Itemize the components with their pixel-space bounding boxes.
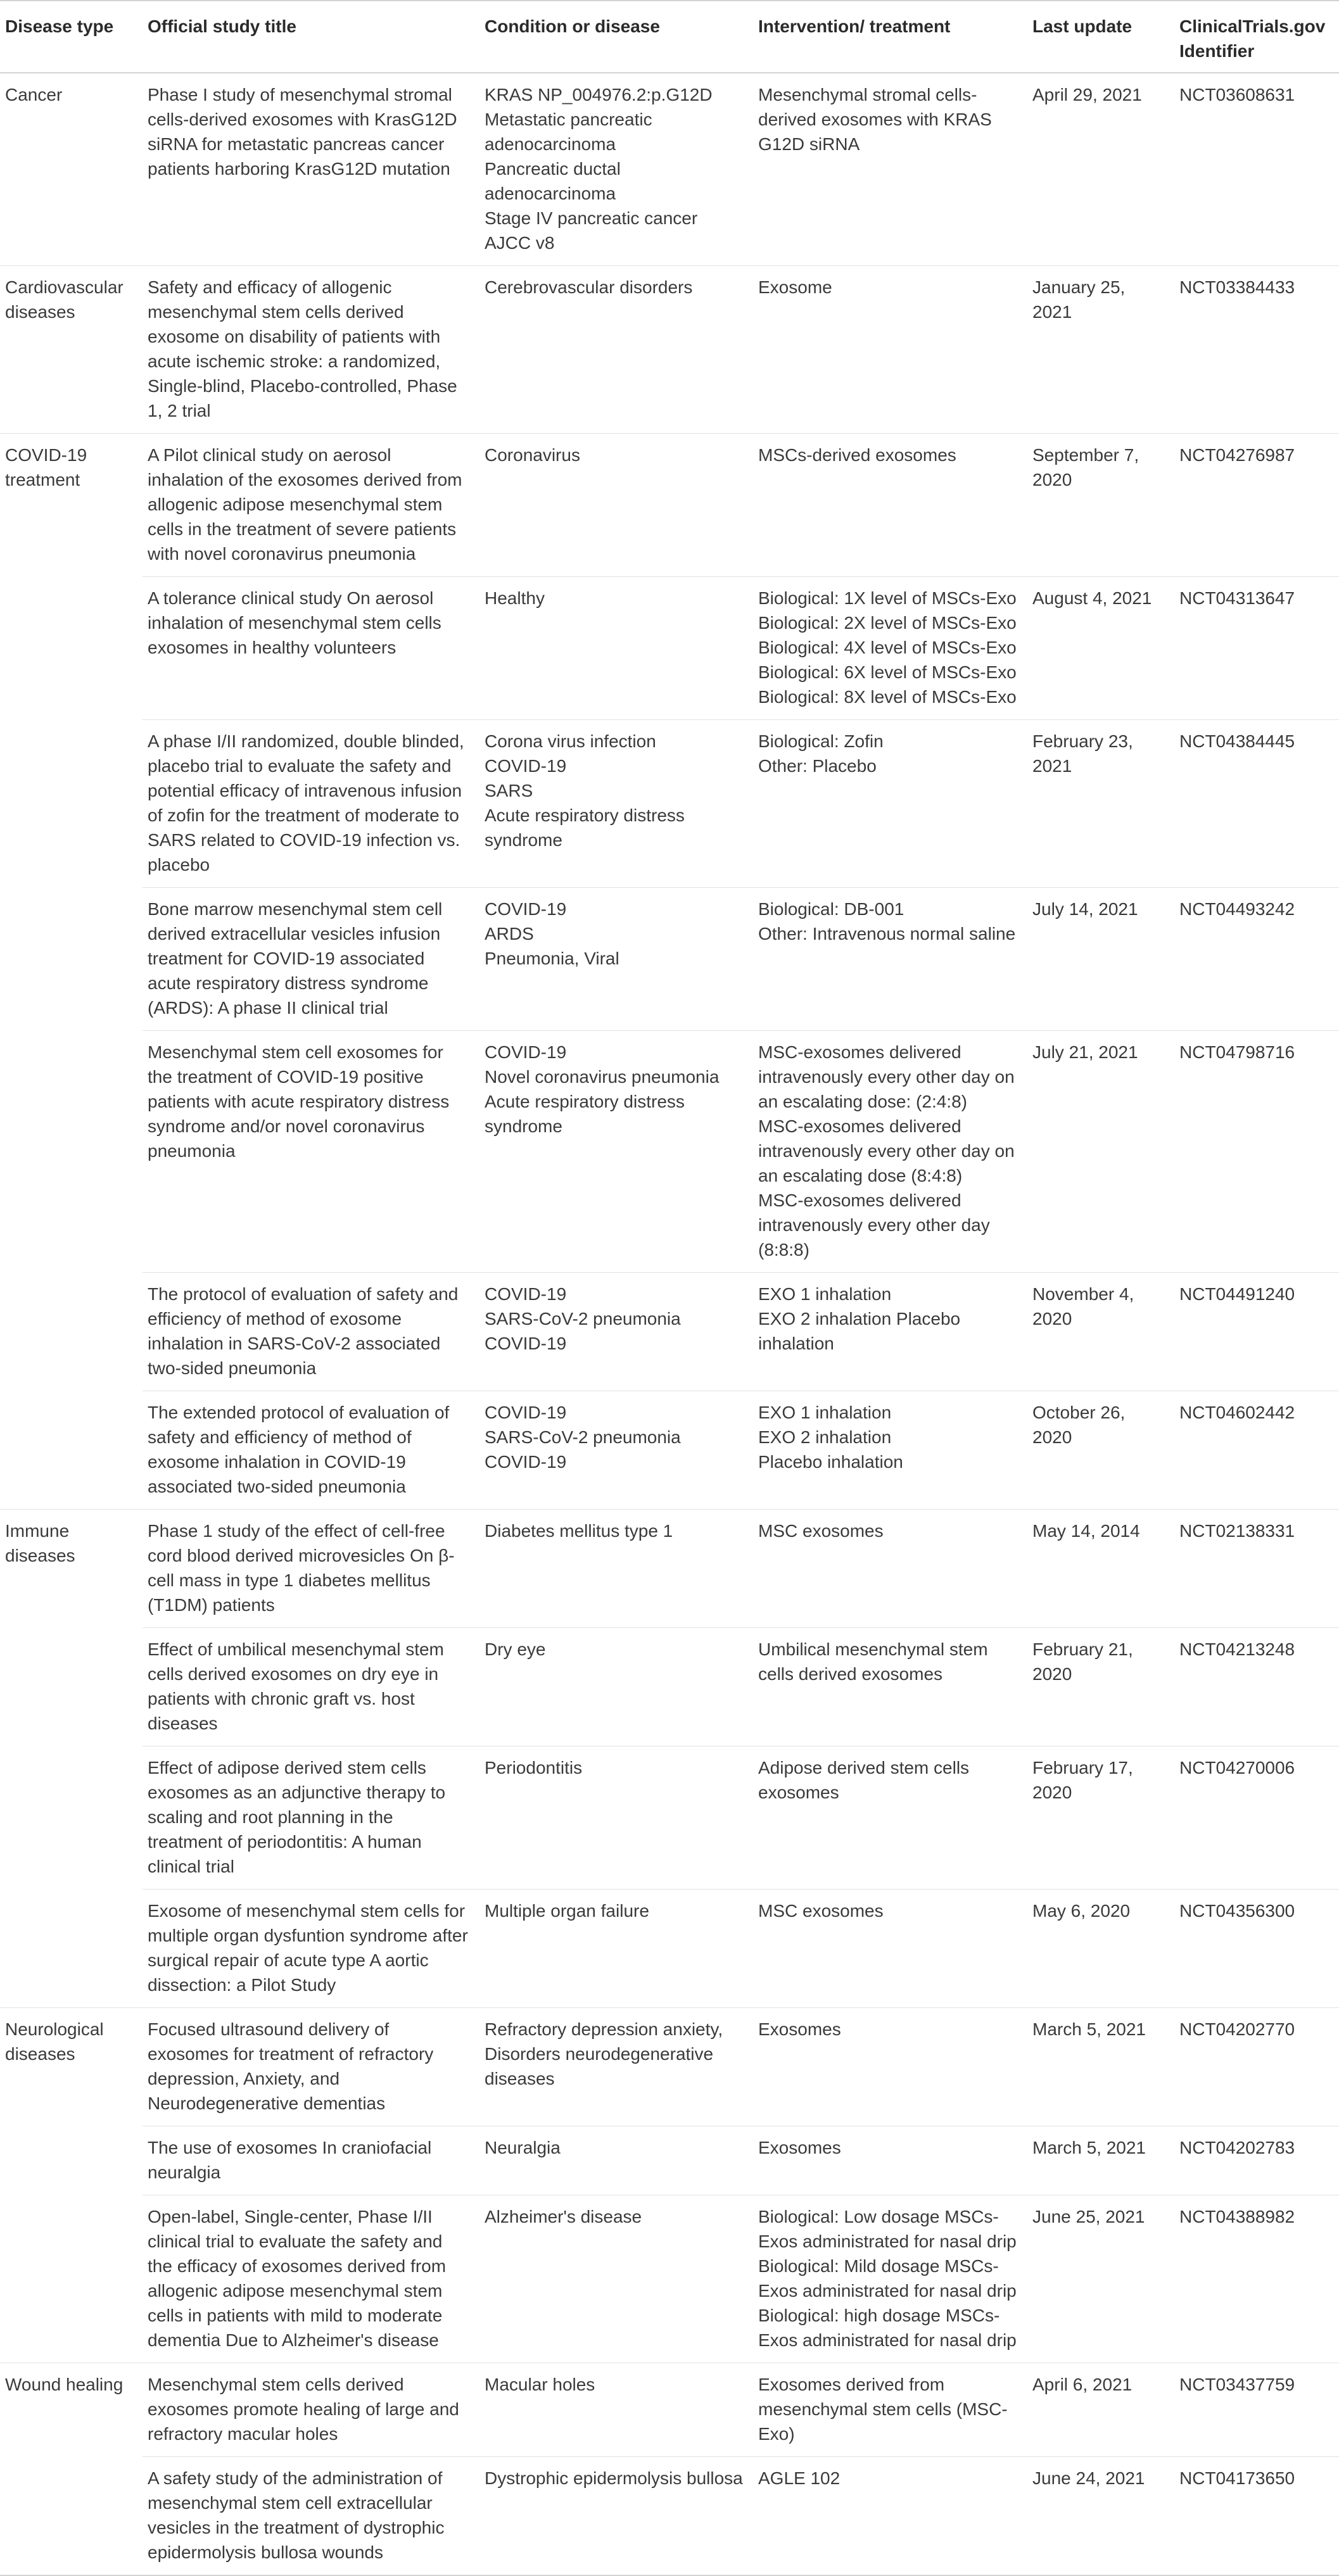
condition-cell: Healthy (479, 577, 753, 720)
condition-cell: KRAS NP_004976.2:p.G12D Metastatic pancreatic adenocarcinoma Pancreatic ductal adenocarcinoma Stage IV pancreatic cancer AJCC v8 (485, 85, 713, 253)
identifier-cell: NCT03384433 (1174, 266, 1339, 434)
last-update-cell: September 7, 2020 (1027, 434, 1174, 577)
condition-cell: COVID-19 ARDS Pneumonia, Viral (479, 888, 753, 1031)
condition-cell: Alzheimer's disease (479, 2195, 753, 2363)
table-row (0, 720, 1339, 888)
identifier-cell: NCT04493242 (1174, 888, 1339, 1031)
disease-type-cell: Immune diseases (0, 1510, 143, 1628)
table-row (0, 2126, 1339, 2195)
last-update-cell: February 23, 2021 (1027, 720, 1174, 888)
intervention-cell: Exosomes derived from mesenchymal stem cells (MSC-Exo) (753, 2363, 1027, 2457)
table-header (0, 1, 1339, 73)
header-disease-type: Disease type (0, 1, 143, 73)
condition-cell: Diabetes mellitus type 1 (479, 1510, 753, 1628)
table-body (0, 73, 1339, 2575)
header-study-title: Official study title (143, 1, 479, 73)
intervention-cell: Biological: Low dosage MSCs-Exos administrated for nasal drip Biological: Mild dosage MSCs-Exos administrated for nasal drip Biological: high dosage MSCs-Exos administrated for nasal drip (753, 2195, 1027, 2363)
identifier-cell: NCT04173650 (1174, 2457, 1339, 2576)
header-row (0, 1, 1339, 73)
header-last-update: Last update (1027, 1, 1174, 73)
study-title-cell: Phase 1 study of the effect of cell-free cord blood derived microvesicles On β-cell mass in type 1 diabetes mellitus (T1DM) patients (143, 1510, 479, 1628)
intervention-cell: Umbilical mesenchymal stem cells derived exosomes (753, 1628, 1027, 1746)
identifier-cell: NCT02138331 (1174, 1510, 1339, 1628)
disease-type-cell (0, 1391, 143, 1510)
last-update-cell: June 24, 2021 (1027, 2457, 1174, 2576)
study-title-cell: Effect of adipose derived stem cells exosomes as an adjunctive therapy to scaling and root planning in the treatment of periodontitis: A human clinical trial (143, 1746, 479, 1890)
identifier-cell: NCT04491240 (1174, 1273, 1339, 1391)
condition-cell: COVID-19 SARS-CoV-2 pneumonia COVID-19 (479, 1273, 753, 1391)
last-update-cell: January 25, 2021 (1027, 266, 1174, 434)
header-identifier: ClinicalTrials.gov Identifier (1174, 1, 1339, 73)
table-row (0, 1628, 1339, 1746)
intervention-cell: Exosomes (753, 2008, 1027, 2126)
last-update-cell: July 14, 2021 (1027, 888, 1174, 1031)
identifier-cell: NCT03608631 (1179, 85, 1295, 104)
intervention-cell: Adipose derived stem cells exosomes (753, 1746, 1027, 1890)
condition-cell: Neuralgia (479, 2126, 753, 2195)
intervention-cell: Biological: 1X level of MSCs-Exo Biological: 2X level of MSCs-Exo Biological: 4X level of MSCs-Exo Biological: 6X level of MSCs-Exo Biological: 8X level of MSCs-Exo (753, 577, 1027, 720)
study-title-cell: Bone marrow mesenchymal stem cell derived extracellular vesicles infusion treatment for COVID-19 associated acute respiratory distress syndrome (ARDS): A phase II clinical trial (143, 888, 479, 1031)
last-update-cell: June 25, 2021 (1027, 2195, 1174, 2363)
identifier-cell: NCT04276987 (1174, 434, 1339, 577)
identifier-cell: NCT04313647 (1174, 577, 1339, 720)
condition-cell: Cerebrovascular disorders (479, 266, 753, 434)
last-update-cell: April 29, 2021 (1032, 85, 1142, 104)
intervention-cell: EXO 1 inhalation EXO 2 inhalation Placebo inhalation (753, 1391, 1027, 1510)
last-update-cell: February 21, 2020 (1027, 1628, 1174, 1746)
condition-cell: Multiple organ failure (479, 1890, 753, 2008)
last-update-cell: April 6, 2021 (1027, 2363, 1174, 2457)
intervention-cell: AGLE 102 (753, 2457, 1027, 2576)
table-row (0, 888, 1339, 1031)
disease-type-cell (0, 2126, 143, 2195)
disease-type-cell (0, 2457, 143, 2576)
disease-type-cell: Neurological diseases (0, 2008, 143, 2126)
study-title-cell: Mesenchymal stem cells derived exosomes promote healing of large and refractory macular holes (143, 2363, 479, 2457)
intervention-cell: MSCs-derived exosomes (753, 434, 1027, 577)
table-row (0, 2008, 1339, 2126)
table-row (0, 1890, 1339, 2008)
header-condition: Condition or disease (479, 1, 753, 73)
disease-type-cell (0, 577, 143, 720)
last-update-cell: October 26, 2020 (1027, 1391, 1174, 1510)
disease-type-cell: Cardiovascular diseases (0, 266, 143, 434)
condition-cell: COVID-19 SARS-CoV-2 pneumonia COVID-19 (479, 1391, 753, 1510)
intervention-cell: Biological: Zofin Other: Placebo (753, 720, 1027, 888)
study-title-cell: Exosome of mesenchymal stem cells for multiple organ dysfuntion syndrome after surgical repair of acute type A aortic dissection: a Pilot Study (143, 1890, 479, 2008)
study-title-cell: The protocol of evaluation of safety and efficiency of method of exosome inhalation in SARS-CoV-2 associated two-sided pneumonia (143, 1273, 479, 1391)
disease-type-cell: Wound healing (0, 2363, 143, 2457)
disease-type-cell (0, 720, 143, 888)
study-title-cell: A Pilot clinical study on aerosol inhalation of the exosomes derived from allogenic adipose mesenchymal stem cells in the treatment of severe patients with novel coronavirus pneumonia (143, 434, 479, 577)
identifier-cell: NCT04602442 (1174, 1391, 1339, 1510)
condition-cell: Periodontitis (479, 1746, 753, 1890)
table-row (0, 1273, 1339, 1391)
intervention-cell: Biological: DB-001 Other: Intravenous normal saline (753, 888, 1027, 1031)
study-title-cell: A tolerance clinical study On aerosol inhalation of mesenchymal stem cells exosomes in healthy volunteers (143, 577, 479, 720)
study-title-cell: A safety study of the administration of mesenchymal stem cell extracellular vesicles in the treatment of dystrophic epidermolysis bullosa wounds (143, 2457, 479, 2576)
last-update-cell: May 6, 2020 (1027, 1890, 1174, 2008)
disease-type-cell: Cancer (5, 85, 63, 104)
intervention-cell: MSC-exosomes delivered intravenously every other day on an escalating dose: (2:4:8) MSC-exosomes delivered intravenously every other day on an escalating dose (8:4:8) MSC-exosomes delivered intravenously every other day (8:8:8) (753, 1031, 1027, 1273)
condition-cell: Dystrophic epidermolysis bullosa (479, 2457, 753, 2576)
disease-type-cell (0, 2195, 143, 2363)
study-title-cell: Focused ultrasound delivery of exosomes for treatment of refractory depression, Anxiety, and Neurodegenerative dementias (143, 2008, 479, 2126)
condition-cell: Refractory depression anxiety, Disorders neurodegenerative diseases (479, 2008, 753, 2126)
disease-type-cell (0, 1628, 143, 1746)
intervention-cell: EXO 1 inhalation EXO 2 inhalation Placebo inhalation (753, 1273, 1027, 1391)
table-row (0, 266, 1339, 434)
identifier-cell: NCT04270006 (1174, 1746, 1339, 1890)
identifier-cell: NCT03437759 (1174, 2363, 1339, 2457)
table-row (0, 1391, 1339, 1510)
identifier-cell: NCT04384445 (1174, 720, 1339, 888)
table-row (0, 2457, 1339, 2576)
last-update-cell: March 5, 2021 (1027, 2126, 1174, 2195)
identifier-cell: NCT04202770 (1174, 2008, 1339, 2126)
intervention-cell: Mesenchymal stromal cells-derived exosomes with KRAS G12D siRNA (758, 85, 992, 154)
disease-type-cell (0, 1031, 143, 1273)
study-title-cell: Phase I study of mesenchymal stromal cells-derived exosomes with KrasG12D siRNA for metastatic pancreas cancer patients harboring KrasG12D mutation (148, 85, 457, 179)
study-title-cell: The use of exosomes In craniofacial neuralgia (143, 2126, 479, 2195)
condition-cell: COVID-19 Novel coronavirus pneumonia Acute respiratory distress syndrome (479, 1031, 753, 1273)
condition-cell: Dry eye (479, 1628, 753, 1746)
last-update-cell: March 5, 2021 (1027, 2008, 1174, 2126)
identifier-cell: NCT04388982 (1174, 2195, 1339, 2363)
condition-cell: Corona virus infection COVID-19 SARS Acute respiratory distress syndrome (479, 720, 753, 888)
disease-type-cell (0, 1890, 143, 2008)
disease-type-cell (0, 1746, 143, 1890)
table-row (0, 1510, 1339, 1628)
table-row (0, 1031, 1339, 1273)
study-title-cell: The extended protocol of evaluation of safety and efficiency of method of exosome inhalation in COVID-19 associated two-sided pneumonia (143, 1391, 479, 1510)
intervention-cell: MSC exosomes (753, 1890, 1027, 2008)
study-title-cell: Mesenchymal stem cell exosomes for the treatment of COVID-19 positive patients with acute respiratory distress syndrome and/or novel coronavirus pneumonia (143, 1031, 479, 1273)
last-update-cell: November 4, 2020 (1027, 1273, 1174, 1391)
identifier-cell: NCT04356300 (1174, 1890, 1339, 2008)
disease-type-cell (0, 888, 143, 1031)
study-title-cell: Effect of umbilical mesenchymal stem cells derived exosomes on dry eye in patients with chronic graft vs. host diseases (143, 1628, 479, 1746)
disease-type-cell (0, 1273, 143, 1391)
last-update-cell: May 14, 2014 (1027, 1510, 1174, 1628)
table-row (0, 73, 1339, 266)
identifier-cell: NCT04202783 (1174, 2126, 1339, 2195)
intervention-cell: Exosome (753, 266, 1027, 434)
table-row (0, 1746, 1339, 1890)
condition-cell: Macular holes (479, 2363, 753, 2457)
intervention-cell: Exosomes (753, 2126, 1027, 2195)
last-update-cell: February 17, 2020 (1027, 1746, 1174, 1890)
intervention-cell: MSC exosomes (753, 1510, 1027, 1628)
identifier-cell: NCT04213248 (1174, 1628, 1339, 1746)
table-row (0, 2363, 1339, 2457)
last-update-cell: August 4, 2021 (1027, 577, 1174, 720)
table-row (0, 2195, 1339, 2363)
last-update-cell: July 21, 2021 (1027, 1031, 1174, 1273)
study-title-cell: Open-label, Single-center, Phase I/II clinical trial to evaluate the safety and the efficacy of exosomes derived from allogenic adipose mesenchymal stem cells in patients with mild to moderate dementia Due to Alzheimer's disease (143, 2195, 479, 2363)
table-row (0, 434, 1339, 577)
header-intervention: Intervention/ treatment (753, 1, 1027, 73)
condition-cell: Coronavirus (479, 434, 753, 577)
study-title-cell: Safety and efficacy of allogenic mesenchymal stem cells derived exosome on disability of patients with acute ischemic stroke: a randomized, Single-blind, Placebo-controlled, Phase 1, 2 trial (143, 266, 479, 434)
identifier-cell: NCT04798716 (1174, 1031, 1339, 1273)
table-row (0, 577, 1339, 720)
disease-type-cell: COVID-19 treatment (0, 434, 143, 577)
study-title-cell: A phase I/II randomized, double blinded, placebo trial to evaluate the safety and potential efficacy of intravenous infusion of zofin for the treatment of moderate to SARS related to COVID-19 infection vs. placebo (143, 720, 479, 888)
